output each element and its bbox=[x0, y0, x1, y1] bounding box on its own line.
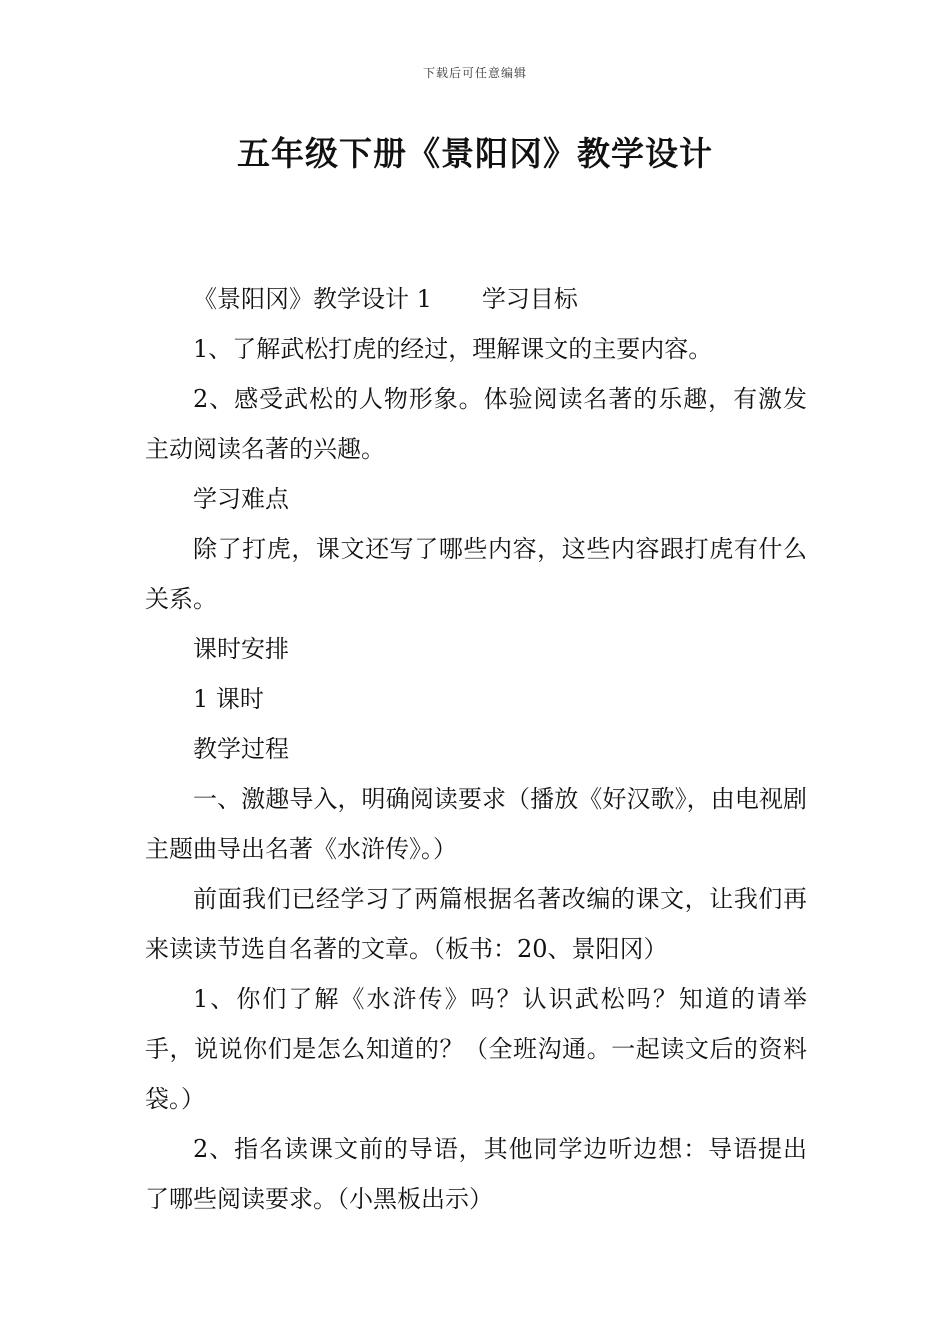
subtitle-text: 《景阳冈》教学设计 1 bbox=[193, 285, 432, 313]
paragraph: 除了打虎，课文还写了哪些内容，这些内容跟打虎有什么关系。 bbox=[145, 535, 807, 613]
paragraph: 1、你们了解《水浒传》吗？认识武松吗？知道的请举手，说说你们是怎么知道的？（全班沟通。一起读文后的资料袋。） bbox=[145, 985, 807, 1113]
document-title: 五年级下册《景阳冈》教学设计 bbox=[237, 134, 713, 173]
document-body bbox=[145, 274, 807, 1224]
paragraph-heading-line bbox=[145, 274, 807, 324]
section-heading-difficulty: 学习难点 bbox=[193, 485, 289, 513]
section-heading-schedule: 课时安排 bbox=[193, 635, 289, 663]
paragraph: 1 课时 bbox=[193, 685, 264, 713]
paragraph: 一、激趣导入，明确阅读要求（播放《好汉歌》，由电视剧主题曲导出名著《水浒传》。） bbox=[145, 785, 807, 863]
paragraph: 2、感受武松的人物形象。体验阅读名著的乐趣，有激发主动阅读名著的兴趣。 bbox=[145, 385, 807, 463]
header-note: 下载后可任意编辑 bbox=[422, 66, 527, 80]
paragraph: 前面我们已经学习了两篇根据名著改编的课文，让我们再来读读节选自名著的文章。（板书：20、景阳冈） bbox=[145, 885, 807, 963]
section-heading-objectives: 学习目标 bbox=[481, 285, 578, 313]
paragraph: 2、指名读课文前的导语，其他同学边听边想：导语提出了哪些阅读要求。（小黑板出示） bbox=[145, 1135, 807, 1213]
section-heading-process: 教学过程 bbox=[193, 735, 289, 763]
paragraph: 1、了解武松打虎的经过，理解课文的主要内容。 bbox=[193, 335, 713, 363]
